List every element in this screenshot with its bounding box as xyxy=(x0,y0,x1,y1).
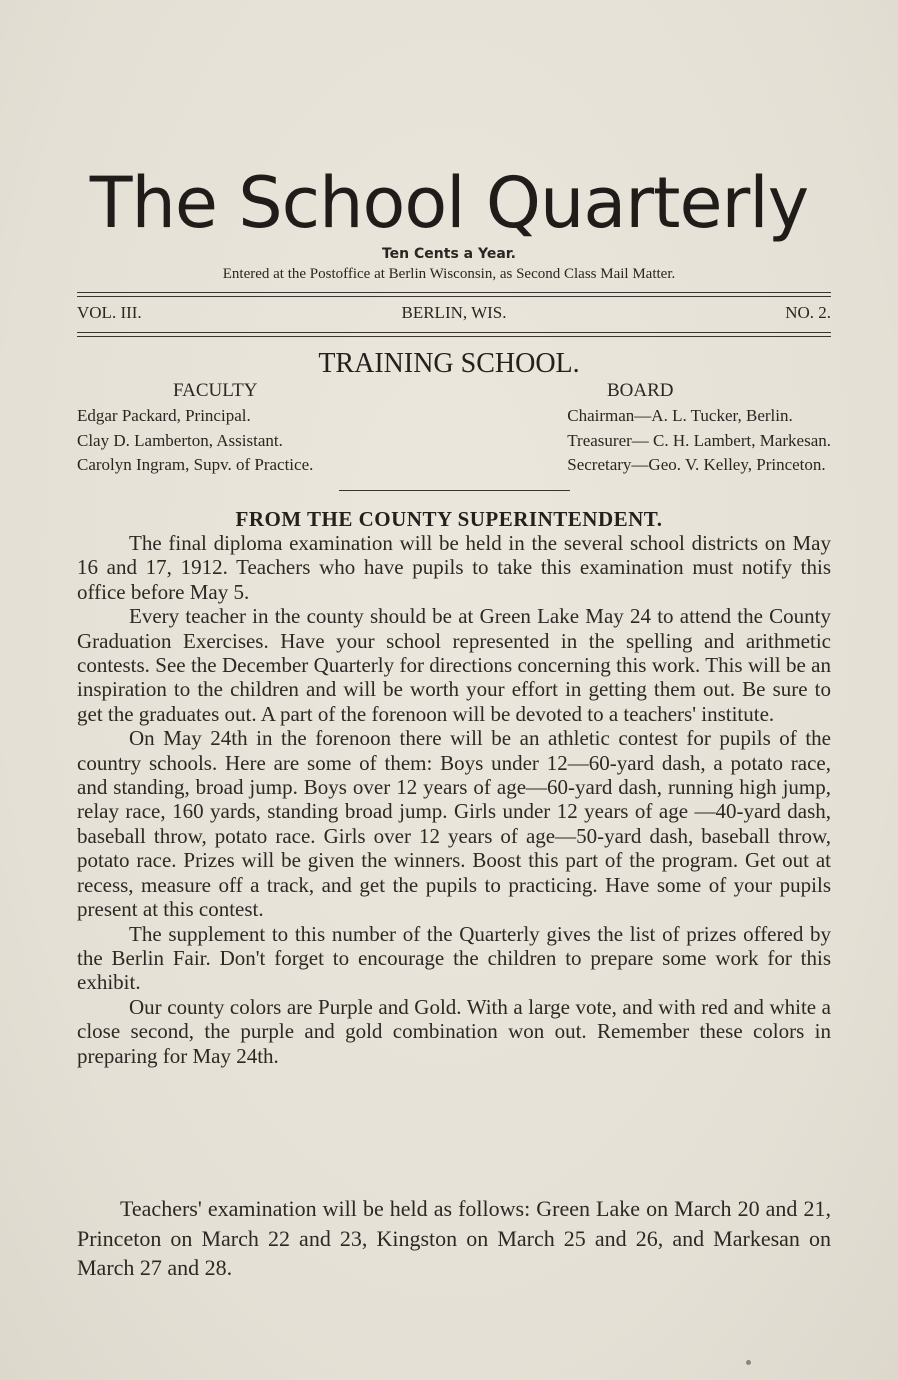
board-member: Chairman—A. L. Tucker, Berlin. xyxy=(567,406,793,425)
faculty-member: Clay D. Lamberton, Assistant. xyxy=(77,430,283,450)
article-paragraph: On May 24th in the forenoon there will be an athletic contest for pupils of the country schools. Here are some of them: Boys under 12—60-yard dash, a potato race, and standing, broad jump. Boys over 12 years of age—60-yard dash, running high jump, relay race, 160 yards, standing broad jump. Girls under 12 years of age —40-yard dash, baseball throw, potato race. Girls over 12 years of age—50-yard dash, baseball throw, potato race. Prizes will be given the winners. Boost this part of the program. Get out at recess, measure off a track, and get the pupils to practicing. Have some of your pupils present at this contest. xyxy=(77,726,831,922)
header-rule-top-1 xyxy=(77,292,831,293)
article-heading: FROM THE COUNTY SUPERINTENDENT. xyxy=(235,507,663,531)
mail-notice: Entered at the Postoffice at Berlin Wisconsin, as Second Class Mail Matter. xyxy=(222,266,676,282)
faculty-member: Edgar Packard, Principal. xyxy=(77,406,251,425)
header-rule-bottom-2 xyxy=(77,336,831,337)
article-body xyxy=(77,531,831,1068)
faculty-member: Carolyn Ingram, Supv. of Practice. xyxy=(77,455,314,474)
place-label: BERLIN, WIS. xyxy=(401,303,507,322)
price-line: Ten Cents a Year. xyxy=(381,246,516,262)
article-paragraph: The final diploma examination will be held in the several school districts on May 16 and 17, 1912. Teachers who have pupils to take this examination must notify this office before May 5. xyxy=(77,531,831,604)
article-paragraph: Every teacher in the county should be at Green Lake May 24 to attend the County Graduation Exercises. Have your school represented in the spelling and arithmetic contests. See the December Quarterly for directions concerning this work. This will be an inspiration to the children and will be worth your effort in getting them out. Be sure to get the graduates out. A part of the forenoon will be devoted to a teachers' institute. xyxy=(77,604,831,726)
exam-schedule-paragraph: Teachers' examination will be held as follows: Green Lake on March 20 and 21, Princeton on March 22 and 23, Kingston on March 25 and 26, and Markesan on March 27 and 28. xyxy=(77,1196,831,1280)
article-paragraph: Our county colors are Purple and Gold. With a large vote, and with red and white a close second, the purple and gold combination won out. Remember these colors in preparing for May 24th. xyxy=(77,994,831,1068)
board-heading: BOARD xyxy=(607,380,674,401)
paper-speck xyxy=(746,1360,751,1365)
board-member: Treasurer— C. H. Lambert, Markesan. xyxy=(567,430,831,450)
article-paragraph: The supplement to this number of the Quarterly gives the list of prizes offered by the Berlin Fair. Don't forget to encourage the children to prepare some work for this exhibit. xyxy=(77,921,831,995)
volume-label: VOL. III. xyxy=(77,303,142,322)
faculty-list xyxy=(77,404,313,478)
masthead-title: The School Quarterly xyxy=(89,162,809,244)
section-divider xyxy=(339,490,570,491)
board-list xyxy=(567,404,831,478)
header-rule-bottom-1 xyxy=(77,332,831,333)
training-school-heading: TRAINING SCHOOL. xyxy=(318,348,580,379)
issue-number-label: NO. 2. xyxy=(785,303,831,322)
faculty-heading: FACULTY xyxy=(173,380,258,401)
board-member: Secretary—Geo. V. Kelley, Princeton. xyxy=(567,455,826,474)
header-rule-top-2 xyxy=(77,296,831,297)
